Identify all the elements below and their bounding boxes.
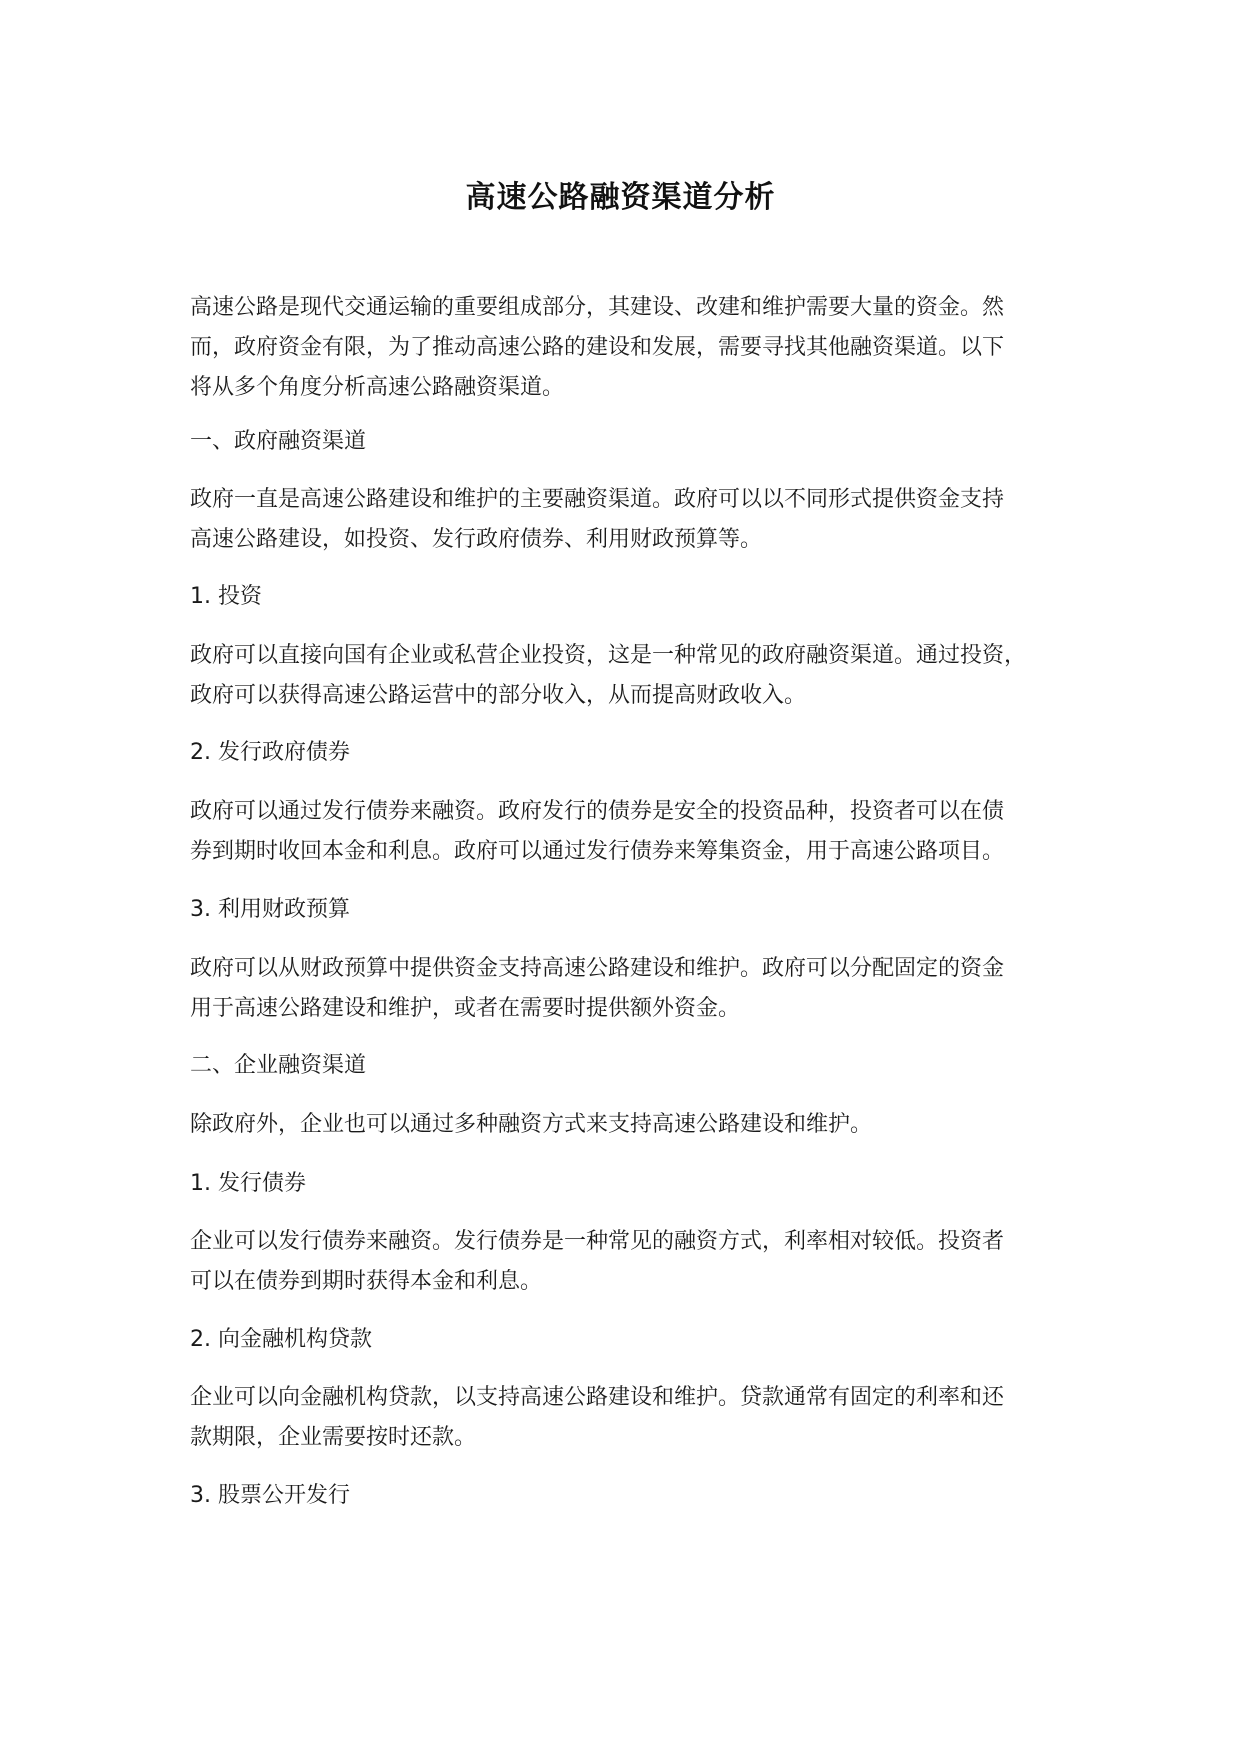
paragraph-line: 企业可以向金融机构贷款，以支持高速公路建设和维护。贷款通常有固定的利率和还 — [190, 1385, 1005, 1410]
paragraph-line: 高速公路是现代交通运输的重要组成部分，其建设、改建和维护需要大量的资金。然 — [190, 295, 1005, 320]
subheading-government-bonds: 2. 发行政府债券 — [190, 740, 350, 765]
subheading-investment: 1. 投资 — [190, 584, 262, 609]
paragraph-line: 企业可以发行债券来融资。发行债券是一种常见的融资方式，利率相对较低。投资者 — [190, 1229, 1005, 1254]
government-bonds-paragraph — [190, 792, 1080, 872]
fiscal-budget-paragraph — [190, 949, 1080, 1029]
subheading-public-offering: 3. 股票公开发行 — [190, 1483, 350, 1508]
paragraph-line: 政府可以通过发行债券来融资。政府发行的债券是安全的投资品种，投资者可以在债 — [190, 799, 1005, 824]
document-title: 高速公路融资渠道分析 — [465, 180, 776, 215]
paragraph-line: 政府可以直接向国有企业或私营企业投资，这是一种常见的政府融资渠道。通过投资， — [190, 643, 1027, 668]
paragraph-line: 可以在债券到期时获得本金和利息。 — [190, 1269, 543, 1294]
section2-paragraph — [190, 1105, 1080, 1145]
paragraph-line: 高速公路建设，如投资、发行政府债券、利用财政预算等。 — [190, 527, 763, 552]
paragraph-line: 用于高速公路建设和维护，或者在需要时提供额外资金。 — [190, 996, 741, 1021]
investment-paragraph — [190, 636, 1080, 716]
section-heading-enterprise: 二、企业融资渠道 — [190, 1053, 367, 1078]
corporate-bonds-paragraph — [190, 1222, 1080, 1302]
paragraph-line: 政府一直是高速公路建设和维护的主要融资渠道。政府可以以不同形式提供资金支持 — [190, 487, 1005, 512]
paragraph-line: 政府可以获得高速公路运营中的部分收入，从而提高财政收入。 — [190, 683, 807, 708]
paragraph-line: 而，政府资金有限，为了推动高速公路的建设和发展，需要寻找其他融资渠道。以下 — [190, 335, 1005, 360]
bank-loans-paragraph — [190, 1378, 1080, 1458]
subheading-fiscal-budget: 3. 利用财政预算 — [190, 897, 350, 922]
paragraph-line: 将从多个角度分析高速公路融资渠道。 — [190, 375, 565, 400]
subheading-corporate-bonds: 1. 发行债券 — [190, 1171, 306, 1196]
subheading-bank-loans: 2. 向金融机构贷款 — [190, 1327, 372, 1352]
paragraph-line: 政府可以从财政预算中提供资金支持高速公路建设和维护。政府可以分配固定的资金 — [190, 956, 1005, 981]
section1-paragraph — [190, 480, 1080, 560]
intro-paragraph — [190, 288, 1080, 408]
paragraph-line: 除政府外，企业也可以通过多种融资方式来支持高速公路建设和维护。 — [190, 1112, 873, 1137]
section-heading-government: 一、政府融资渠道 — [190, 429, 367, 454]
paragraph-line: 券到期时收回本金和利息。政府可以通过发行债券来筹集资金，用于高速公路项目。 — [190, 839, 1005, 864]
paragraph-line: 款期限，企业需要按时还款。 — [190, 1425, 477, 1450]
